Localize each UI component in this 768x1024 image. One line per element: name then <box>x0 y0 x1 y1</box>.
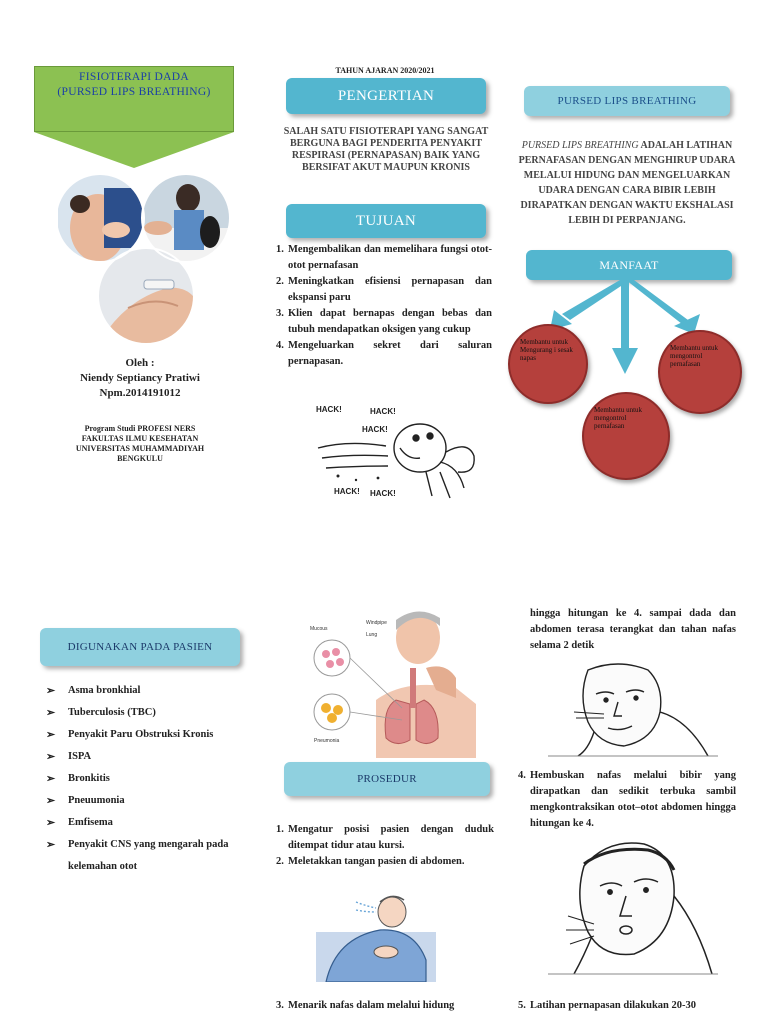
patient-item <box>46 790 250 812</box>
arrow-bullet-icon: ➢ <box>46 839 56 851</box>
cough-word: HACK! <box>334 487 360 496</box>
manfaat-circle-middle: Membantu untuk mengontrol pernafasan <box>582 392 670 480</box>
prosedur-item-text: Hembuskan nafas melalui bibir yang dirapatkan dan sedikit terbuka sambil mengkontraksikan otot–otot abdomen hingga hitungan ke 4. <box>530 770 736 829</box>
arrow-bullet-icon: ➢ <box>46 729 56 741</box>
arrow-bullet-icon: ➢ <box>46 707 56 719</box>
pursed-header <box>524 86 730 116</box>
prosedur-item-text: Latihan pernapasan dilakukan 20-30 <box>530 1000 697 1011</box>
patient-item <box>46 680 250 702</box>
tujuan-item-num: 4. <box>276 340 284 351</box>
patient-item <box>46 834 250 878</box>
prosedur-item-num: 1. <box>276 824 284 835</box>
digunakan-header-label: DIGUNAKAN PADA PASIEN <box>67 641 213 653</box>
tujuan-item-text: Meningkatkan efisiensi pernapasan dan ekspansi paru <box>288 276 492 303</box>
prosedur-item-num: 3. <box>276 1000 284 1011</box>
prosedur-header <box>284 762 490 796</box>
patient-item <box>46 702 250 724</box>
tujuan-item <box>276 274 492 306</box>
lung-label-mucus: Mucous <box>310 626 328 632</box>
arrow-bullet-icon: ➢ <box>46 773 56 785</box>
patient-item-label: ISPA <box>68 751 92 762</box>
inhale-face-illustration <box>548 660 718 758</box>
arrow-bullet-icon: ➢ <box>46 685 56 697</box>
tujuan-header-label: TUJUAN <box>355 212 417 229</box>
arrow-bullet-icon: ➢ <box>46 817 56 829</box>
banner-arrow <box>34 132 234 168</box>
lung-label-lung: Lung <box>366 632 378 638</box>
patient-item-label: Asma bronkhial <box>68 685 141 696</box>
prosedur-item-num: 2. <box>276 856 284 867</box>
prosedur-list <box>276 822 494 870</box>
pursed-text-body: ADALAH LATIHAN PERNAFASAN DENGAN MENGHIRUP UDARA MELALUI HIDUNG DAN MENGELUARKAN UDARA DENGAN CARA BIBIR LEBIH DIRAPATKAN DENGAN WAKTU EKSHALASI LEBIH DI PERPANJANG. <box>518 140 736 226</box>
banner-title-line1: FISIOTERAPI DADA <box>79 71 189 83</box>
patient-item <box>46 768 250 790</box>
institution-line1: Program Studi PROFESI NERS <box>84 424 196 433</box>
prosedur-item-text: Mengatur posisi pasien dengan duduk ditempat tidur atau kursi. <box>288 824 494 851</box>
tujuan-item <box>276 242 492 274</box>
author-npm: Npm.2014191012 <box>99 387 181 399</box>
tujuan-list <box>276 242 492 370</box>
arrow-bullet-icon: ➢ <box>46 751 56 763</box>
prosedur-step3-list <box>276 998 494 1014</box>
pursed-text <box>514 138 740 228</box>
prosedur-item <box>276 854 494 870</box>
prosedur-item-num: 5. <box>518 1000 526 1011</box>
prosedur-step4-list <box>518 768 736 832</box>
cough-word: HACK! <box>370 489 396 498</box>
prosedur-item-num: 4. <box>518 770 526 781</box>
prosedur-item <box>518 998 736 1014</box>
institution-line4: BENGKULU <box>117 454 163 463</box>
institution-line2: FAKULTAS ILMU KESEHATAN <box>81 434 199 443</box>
author-name: Niendy Septiancy Pratiwi <box>80 372 200 384</box>
cough-word: HACK! <box>316 405 342 414</box>
banner-title-line2: (PURSED LIPS BREATHING) <box>57 86 211 98</box>
exhale-face-illustration <box>548 836 718 976</box>
patient-item <box>46 724 250 746</box>
manfaat-circle-left: Membantu untuk Mengurang i sesak napas <box>508 324 588 404</box>
pneumonia-illustration <box>306 608 476 758</box>
cough-word: HACK! <box>362 425 388 434</box>
manfaat-circle-right: Membantu untuk mengontrol pernafasan <box>658 330 742 414</box>
author-block <box>20 356 260 401</box>
patient-item <box>46 812 250 834</box>
tujuan-item <box>276 306 492 338</box>
institution-line3: UNIVERSITAS MUHAMMADIYAH <box>75 444 205 453</box>
tujuan-item-num: 2. <box>276 276 284 287</box>
patient-item <box>46 746 250 768</box>
prosedur-header-label: PROSEDUR <box>357 773 417 785</box>
tujuan-item-num: 1. <box>276 244 284 255</box>
prosedur-step5-list <box>518 998 736 1014</box>
tujuan-header <box>286 204 486 238</box>
pursed-header-label: PURSED LIPS BREATHING <box>557 95 697 107</box>
prosedur-item <box>518 768 736 832</box>
pursed-text-italic: PURSED LIPS BREATHING <box>521 140 639 151</box>
manfaat-header <box>526 250 732 280</box>
patient-item-label: Penyakit Paru Obstruksi Kronis <box>68 729 214 740</box>
lung-label-pneumonia: Pneumonia <box>314 738 340 744</box>
patient-item-label: Tuberculosis (TBC) <box>68 707 156 718</box>
cough-word: HACK! <box>370 407 396 416</box>
prosedur-item <box>276 998 494 1014</box>
patient-item-label: Bronkitis <box>68 773 110 784</box>
prosedur-step3 <box>276 998 494 1014</box>
digunakan-header <box>40 628 240 666</box>
lung-label-airway: Windpipe <box>366 620 387 626</box>
pengertian-text: SALAH SATU FISIOTERAPI YANG SANGAT BERGUNA BAGI PENDERITA PENYAKIT RESPIRASI (PERNAPASAN) BAIK YANG BERSIFAT AKUT MAUPUN KRONIS <box>283 126 489 173</box>
tujuan-item-num: 3. <box>276 308 284 319</box>
manfaat-header-label: MANFAAT <box>599 257 659 272</box>
prosedur-item-text: Menarik nafas dalam melalui hidung <box>288 1000 455 1011</box>
breathing-man-illustration <box>296 890 468 982</box>
tujuan-item <box>276 338 492 370</box>
pengertian-header-label: PENGERTIAN <box>337 87 435 104</box>
tujuan-item-text: Mengeluarkan sekret dari saluran pernapasan. <box>288 340 492 367</box>
pengertian-header <box>286 78 486 114</box>
arrow-bullet-icon: ➢ <box>46 795 56 807</box>
therapy-photo-collage <box>58 168 238 352</box>
banner-title <box>34 70 234 100</box>
patient-item-label: Emfisema <box>68 817 113 828</box>
title-banner <box>34 66 234 170</box>
tujuan-item-text: Mengembalikan dan memelihara fungsi otot-otot pernafasan <box>288 244 492 271</box>
academic-year: TAHUN AJARAN 2020/2021 <box>335 66 435 75</box>
patient-item-label: Pneuumonia <box>68 795 125 806</box>
prosedur-item-text: Meletakkan tangan pasien di abdomen. <box>288 856 465 867</box>
step3-continuation: hingga hitungan ke 4. sampai dada dan abdomen terasa terangkat dan tahan nafas selama 2 detik <box>530 608 736 651</box>
tujuan-item-text: Klien dapat bernapas dengan bebas dan tubuh mendapatkan oksigen yang cukup <box>288 308 492 335</box>
patient-item-label: Penyakit CNS yang mengarah pada kelemahan otot <box>68 839 229 872</box>
author-by-label: Oleh : <box>125 357 155 369</box>
coughing-cartoon <box>308 396 486 504</box>
prosedur-item <box>276 822 494 854</box>
patient-list <box>46 680 250 878</box>
institution-block <box>30 424 250 464</box>
